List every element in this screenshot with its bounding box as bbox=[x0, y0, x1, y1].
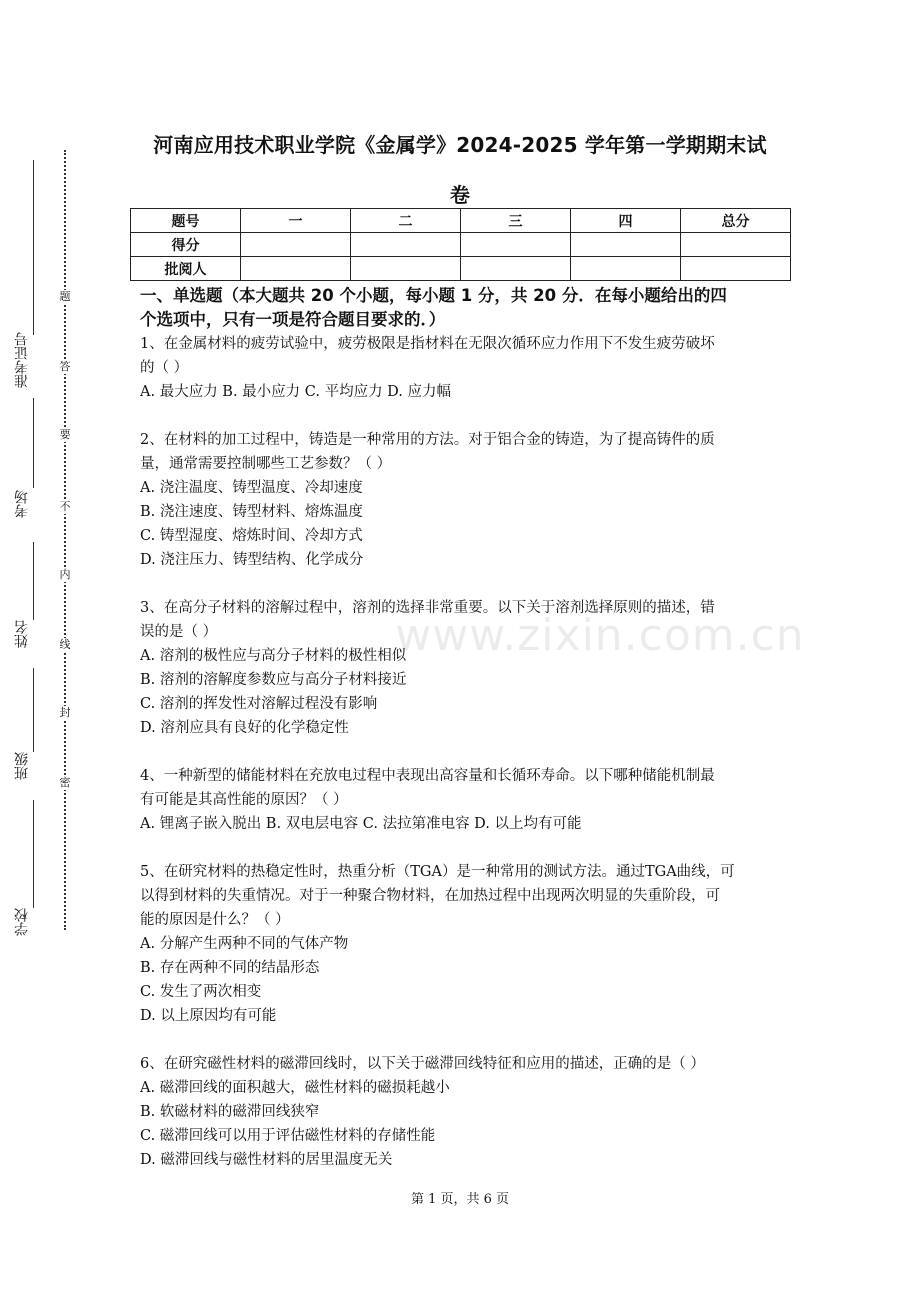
option-b: B. 浇注速度、铸型材料、熔炼温度 bbox=[140, 504, 363, 520]
field-line bbox=[33, 668, 34, 752]
exam-title-line2: 卷 bbox=[449, 183, 471, 207]
class-label: 班级 bbox=[14, 752, 30, 780]
field-line bbox=[33, 542, 34, 620]
question-options: A. 最大应力 B. 最小应力 C. 平均应力 D. 应力幅 bbox=[140, 384, 452, 400]
exam-number-label: 准考证号 bbox=[14, 332, 30, 388]
header-cell: 题号 bbox=[131, 209, 241, 233]
seal-char: 密 bbox=[59, 776, 71, 789]
section-heading-line2: 个选项中，只有一项是符合题目要求的．） bbox=[140, 310, 446, 329]
option-d: D. 浇注压力、铸型结构、化学成分 bbox=[140, 552, 364, 568]
option-c: C. 溶剂的挥发性对溶解过程没有影响 bbox=[140, 696, 378, 712]
grader-cell[interactable] bbox=[571, 257, 681, 281]
option-b: B. 软磁材料的磁滞回线狭窄 bbox=[140, 1104, 320, 1120]
seal-char: 封 bbox=[59, 706, 71, 719]
question-5 bbox=[140, 860, 790, 1028]
seal-dotted-line bbox=[64, 150, 66, 930]
seal-char: 题 bbox=[59, 290, 71, 303]
question-stem: 1、在金属材料的疲劳试验中，疲劳极限是指材料在无限次循环应力作用下不发生疲劳破坏 bbox=[140, 336, 715, 352]
option-c: C. 磁滞回线可以用于评估磁性材料的存储性能 bbox=[140, 1128, 436, 1144]
grader-cell[interactable] bbox=[351, 257, 461, 281]
option-c: C. 发生了两次相变 bbox=[140, 984, 262, 1000]
page-footer: 第 1 页，共 6 页 bbox=[410, 1192, 510, 1207]
question-stem: 有可能是其高性能的原因？（ ） bbox=[140, 792, 348, 808]
watermark: www.zixin.com.cn bbox=[395, 610, 805, 661]
score-cell[interactable] bbox=[351, 233, 461, 257]
field-line bbox=[33, 800, 34, 908]
school-label: 学校 bbox=[14, 908, 30, 936]
question-stem: 3、在高分子材料的溶解过程中，溶剂的选择非常重要。以下关于溶剂选择原则的描述，错 bbox=[140, 600, 715, 616]
score-row-label: 得分 bbox=[131, 233, 241, 257]
question-stem: 4、一种新型的储能材料在充放电过程中表现出高容量和长循环寿命。以下哪种储能机制最 bbox=[140, 768, 715, 784]
score-cell[interactable] bbox=[461, 233, 571, 257]
field-line bbox=[33, 398, 34, 488]
grader-cell[interactable] bbox=[681, 257, 791, 281]
field-line bbox=[33, 160, 34, 335]
question-stem: 量，通常需要控制哪些工艺参数？（ ） bbox=[140, 456, 392, 472]
score-cell[interactable] bbox=[681, 233, 791, 257]
header-cell: 四 bbox=[571, 209, 681, 233]
name-label: 姓名 bbox=[14, 620, 30, 648]
question-2 bbox=[140, 428, 790, 572]
question-stem: 2、在材料的加工过程中，铸造是一种常用的方法。对于铝合金的铸造，为了提高铸件的质 bbox=[140, 432, 715, 448]
question-stem: 误的是（ ） bbox=[140, 624, 218, 640]
option-b: B. 溶剂的溶解度参数应与高分子材料接近 bbox=[140, 672, 407, 688]
seal-char: 内 bbox=[59, 568, 71, 581]
section-heading bbox=[140, 284, 790, 332]
exam-title-line1: 河南应用技术职业学院《金属学》2024-2025 学年第一学期期末试 bbox=[153, 133, 767, 157]
option-a: A. 浇注温度、铸型温度、冷却速度 bbox=[140, 480, 363, 496]
option-d: D. 溶剂应具有良好的化学稳定性 bbox=[140, 720, 349, 736]
score-table-header-row bbox=[131, 209, 791, 233]
seal-char: 要 bbox=[59, 428, 71, 441]
question-stem: 5、在研究材料的热稳定性时，热重分析（TGA）是一种常用的测试方法。通过TGA曲线，可 bbox=[140, 864, 735, 880]
seal-char: 线 bbox=[59, 638, 71, 651]
question-stem: 6、在研究磁性材料的磁滞回线时，以下关于磁滞回线特征和应用的描述，正确的是（ ） bbox=[140, 1056, 705, 1072]
score-table bbox=[130, 208, 791, 281]
header-cell: 一 bbox=[241, 209, 351, 233]
header-cell: 三 bbox=[461, 209, 571, 233]
header-cell: 二 bbox=[351, 209, 461, 233]
question-4 bbox=[140, 764, 790, 836]
question-stem: 能的原因是什么？（ ） bbox=[140, 912, 290, 928]
grader-cell[interactable] bbox=[241, 257, 351, 281]
option-c: C. 铸型湿度、熔炼时间、冷却方式 bbox=[140, 528, 363, 544]
option-a: A. 溶剂的极性应与高分子材料的极性相似 bbox=[140, 648, 407, 664]
question-stem: 的（ ） bbox=[140, 360, 189, 376]
header-cell: 总分 bbox=[681, 209, 791, 233]
option-a: A. 磁滞回线的面积越大，磁性材料的磁损耗越小 bbox=[140, 1080, 450, 1096]
option-d: D. 以上原因均有可能 bbox=[140, 1008, 277, 1024]
question-list bbox=[140, 332, 790, 1196]
option-a: A. 分解产生两种不同的气体产物 bbox=[140, 936, 349, 952]
score-cell[interactable] bbox=[241, 233, 351, 257]
section-heading-line1: 一、单选题（本大题共 20 个小题，每小题 1 分，共 20 分．在每小题给出的四 bbox=[140, 286, 727, 305]
grader-cell[interactable] bbox=[461, 257, 571, 281]
exam-title bbox=[130, 120, 790, 220]
seal-char: 不 bbox=[59, 500, 71, 513]
question-6 bbox=[140, 1052, 790, 1172]
question-options: A. 锂离子嵌入脱出 B. 双电层电容 C. 法拉第准电容 D. 以上均有可能 bbox=[140, 816, 582, 832]
exam-room-label: 考场 bbox=[14, 490, 30, 518]
question-stem: 以得到材料的失重情况。对于一种聚合物材料，在加热过程中出现两次明显的失重阶段，可 bbox=[140, 888, 720, 904]
grader-row bbox=[131, 257, 791, 281]
option-b: B. 存在两种不同的结晶形态 bbox=[140, 960, 320, 976]
score-row bbox=[131, 233, 791, 257]
question-1 bbox=[140, 332, 790, 404]
grader-row-label: 批阅人 bbox=[131, 257, 241, 281]
seal-char: 答 bbox=[59, 360, 71, 373]
score-cell[interactable] bbox=[571, 233, 681, 257]
option-d: D. 磁滞回线与磁性材料的居里温度无关 bbox=[140, 1152, 393, 1168]
